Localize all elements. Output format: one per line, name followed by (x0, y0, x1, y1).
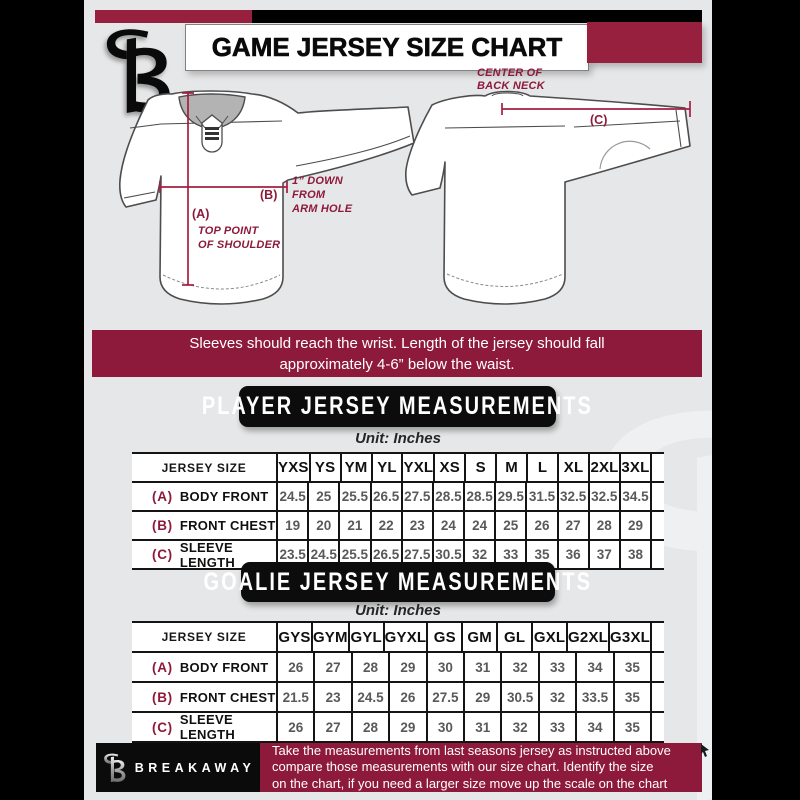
jersey-diagrams (84, 66, 712, 330)
measurement-row-label (132, 713, 276, 741)
size-column-header-label: YXS (278, 459, 309, 476)
size-column-header-label: YXL (403, 459, 434, 476)
size-column-header-label: G2XL (568, 628, 609, 646)
size-column-header (619, 454, 650, 481)
measurement-value: 25 (316, 489, 332, 504)
measurement-value-cell (463, 713, 500, 741)
measurement-value: 28.5 (435, 489, 462, 504)
size-column-header (276, 623, 311, 651)
table-tail (650, 713, 664, 741)
measurement-value-cell (351, 653, 388, 681)
size-column-header (309, 454, 340, 481)
goalie-unit-label: Unit: Inches (355, 602, 441, 619)
measurement-row (132, 481, 664, 510)
size-column-header (311, 623, 348, 651)
front-jersey-diagram (120, 91, 414, 304)
measurement-value: 27 (325, 719, 341, 735)
measurement-value-cell (538, 713, 575, 741)
note-b: 1” DOWN FROM ARM HOLE (292, 175, 353, 215)
measurement-key: (A) (152, 489, 173, 504)
measurement-value-cell (426, 653, 463, 681)
measurement-value-cell (500, 713, 537, 741)
size-column-header (461, 623, 496, 651)
content-area (84, 0, 712, 800)
measurement-value: 26 (400, 689, 416, 705)
top-accent-bar-maroon (95, 10, 252, 23)
measurement-value: 23 (325, 689, 341, 705)
table-tail (650, 623, 664, 651)
measurement-value-cell (588, 541, 619, 568)
measurement-value-cell (276, 713, 313, 741)
measurement-value: 33.5 (581, 689, 609, 705)
size-column-header-label: GYS (278, 628, 311, 646)
measurement-value: 29.5 (497, 489, 524, 504)
table-tail (650, 541, 664, 568)
size-column-header (531, 623, 566, 651)
measurement-value-cell (619, 483, 650, 510)
measurement-value: 21 (347, 518, 363, 533)
measurement-value: 29 (400, 659, 416, 675)
section-title-goalie (203, 562, 593, 602)
measurement-value: 21.5 (282, 689, 309, 705)
page-title: GAME JERSEY SIZE CHART (211, 32, 563, 62)
mouse-cursor (700, 744, 712, 758)
measurement-value-cell (557, 483, 588, 510)
measurement-value-cell (619, 541, 650, 568)
size-column-header-label: GYL (350, 628, 382, 646)
fit-notice-text: Sleeves should reach the wrist. Length of the jersey should fall approximately 4-6” below the waist. (189, 334, 605, 373)
measurement-value-cell (588, 483, 619, 510)
size-column-header-label: YS (314, 459, 336, 476)
measurement-value-cell (432, 512, 463, 539)
measurement-value: 28 (363, 719, 379, 735)
measurement-value: 23 (409, 518, 425, 533)
footer-brand-name: BREAKAWAY (134, 760, 256, 775)
measurement-name: SLEEVE LENGTH (179, 539, 236, 570)
measurement-value: 31 (475, 719, 491, 735)
player-size-table (132, 452, 664, 570)
size-column-header (526, 454, 557, 481)
measurement-value-cell (500, 683, 537, 711)
measurement-value: 27.5 (404, 547, 431, 562)
measurement-value-cell (370, 512, 401, 539)
table-tail (650, 483, 664, 510)
measurement-value: 27.5 (432, 689, 459, 705)
measurement-value-cell (276, 683, 313, 711)
size-column-header-label: YM (344, 459, 368, 476)
fit-notice-banner (92, 330, 702, 377)
measurement-value-cell (426, 683, 463, 711)
size-column-header-label: GXL (533, 628, 566, 646)
measurement-value-cell (463, 683, 500, 711)
back-jersey-diagram (406, 67, 690, 304)
measurement-value-cell (432, 483, 463, 510)
size-column-header-label: GYM (312, 628, 348, 646)
measurement-value: 32 (512, 659, 528, 675)
page-title-box (185, 24, 589, 71)
size-column-header (371, 454, 402, 481)
label-b: (B) (260, 188, 278, 202)
measurement-value-cell (276, 512, 307, 539)
measurement-value: 35 (534, 547, 550, 562)
footer-instructions-box (260, 743, 702, 792)
measurement-value: 35 (624, 659, 640, 675)
measurement-value: 37 (596, 547, 612, 562)
size-column-header (495, 454, 526, 481)
measurement-value-cell (557, 512, 588, 539)
footer-brand-box (96, 743, 260, 792)
measurement-value-cell (370, 483, 401, 510)
measurement-value: 34 (587, 659, 603, 675)
size-column-header-label: S (475, 459, 486, 476)
measurement-key: (B) (152, 689, 173, 705)
back-neck-note: CENTER OF BACK NECK (477, 67, 545, 92)
size-column-header-label: G3XL (610, 628, 651, 646)
measurement-value-cell (276, 653, 313, 681)
measurement-value: 28 (363, 659, 379, 675)
measurement-value-cell (494, 483, 525, 510)
measurement-value-cell (388, 683, 425, 711)
measurement-row (132, 651, 664, 681)
measurement-value-cell (401, 483, 432, 510)
measurement-value-cell (388, 713, 425, 741)
size-column-header-label: GL (504, 628, 526, 646)
measurement-row-label (132, 512, 276, 539)
size-column-header (426, 623, 461, 651)
size-column-header (464, 454, 495, 481)
size-column-header (340, 454, 371, 481)
measurement-value: 24.5 (279, 489, 306, 504)
measurement-value: 34 (587, 719, 603, 735)
measurement-value: 23.5 (279, 547, 306, 562)
measurement-value: 26 (288, 719, 304, 735)
measurement-value: 27.5 (404, 489, 431, 504)
footer-breakaway-logo (101, 751, 127, 784)
section-title-player (202, 386, 593, 427)
size-column-header-label: 2XL (590, 459, 619, 476)
measurement-row-label (132, 483, 276, 510)
measurement-value-cell (575, 653, 612, 681)
measurement-value-cell (276, 483, 307, 510)
measurement-value: 29 (627, 518, 643, 533)
size-column-header (566, 623, 608, 651)
measurement-value-cell (588, 512, 619, 539)
size-column-header (276, 454, 309, 481)
measurement-value-cell (538, 683, 575, 711)
measurement-value: 28 (596, 518, 612, 533)
measurement-value-cell (313, 713, 350, 741)
measurement-value-cell (525, 483, 556, 510)
measurement-name: FRONT CHEST (179, 518, 276, 533)
title-accent-box (587, 22, 702, 63)
measurement-value: 33 (503, 547, 519, 562)
measurement-value: 32.5 (559, 489, 587, 504)
measurement-value: 25.5 (341, 489, 369, 504)
measurement-value-cell (313, 653, 350, 681)
measurement-row-label (132, 683, 276, 711)
measurement-key: (C) (152, 719, 173, 735)
measurement-value: 22 (378, 518, 394, 533)
measurement-value: 30 (437, 659, 453, 675)
measurement-name: SLEEVE LENGTH (179, 712, 236, 742)
size-column-header (588, 454, 619, 481)
measurement-value: 26 (534, 518, 550, 533)
player-unit-label: Unit: Inches (355, 430, 441, 447)
measurement-value: 32 (512, 719, 528, 735)
size-column-header-label: 3XL (621, 459, 650, 476)
measurement-name: FRONT CHEST (179, 689, 276, 705)
measurement-name: BODY FRONT (179, 659, 269, 675)
measurement-value: 24.5 (357, 689, 384, 705)
measurement-value-cell (613, 713, 650, 741)
measurement-value-cell (619, 512, 650, 539)
measurement-value-cell (557, 541, 588, 568)
measurement-value: 32 (472, 547, 488, 562)
size-column-header (496, 623, 531, 651)
size-column-header (608, 623, 650, 651)
measurement-value-cell (351, 683, 388, 711)
measurement-value-cell (401, 512, 432, 539)
measurement-value: 27 (565, 518, 581, 533)
measurement-value: 31 (475, 659, 491, 675)
size-column-header-label: GM (467, 628, 492, 646)
measurement-value: 35 (624, 689, 640, 705)
measurement-value-cell (307, 483, 338, 510)
size-column-header (401, 454, 433, 481)
measurement-value-cell (494, 512, 525, 539)
measurement-value-cell (313, 683, 350, 711)
size-column-header-label: YL (377, 459, 397, 476)
measurement-value: 29 (400, 719, 416, 735)
measurement-value: 33 (550, 719, 566, 735)
measurement-name: BODY FRONT (179, 489, 269, 504)
size-column-header (433, 454, 464, 481)
measurement-value: 20 (316, 518, 332, 533)
jersey-size-corner-cell: JERSEY SIZE (161, 460, 247, 475)
measurement-row (132, 711, 664, 741)
size-column-header-label: GS (433, 628, 456, 646)
table-tail (650, 653, 664, 681)
footer-instructions-text: Take the measurements from last seasons jersey as instructed above compare those measurements with our size chart. Identify the size on the chart, if you need a larger size move up the scale on the chart (272, 743, 671, 791)
measurement-value-cell (613, 683, 650, 711)
measurement-value: 30.5 (507, 689, 534, 705)
measurement-value-cell (338, 483, 369, 510)
size-column-header (383, 623, 427, 651)
goalie-size-table (132, 621, 664, 743)
table-tail (650, 512, 664, 539)
measurement-value: 30.5 (435, 547, 462, 562)
label-c: (C) (590, 113, 608, 127)
player-section-label: PLAYER JERSEY MEASUREMENTS (202, 392, 593, 420)
measurement-value: 34.5 (622, 489, 649, 504)
size-column-header-label: L (537, 459, 548, 476)
measurement-value: 19 (285, 518, 301, 533)
table-tail (650, 454, 664, 481)
table-tail (650, 683, 664, 711)
measurement-row (132, 681, 664, 711)
size-column-header-label: XL (563, 459, 584, 476)
measurement-value: 38 (627, 547, 643, 562)
measurement-value-cell (463, 483, 494, 510)
measurement-value: 25.5 (341, 547, 369, 562)
measurement-value: 26 (288, 659, 304, 675)
measurement-value: 30 (437, 719, 453, 735)
size-column-header (348, 623, 383, 651)
size-column-header-label: GYXL (384, 628, 427, 646)
measurement-value: 26.5 (372, 547, 400, 562)
size-table-header-row (132, 452, 664, 481)
measurement-value-cell (575, 683, 612, 711)
measurement-key: (B) (152, 518, 173, 533)
measurement-row-label (132, 653, 276, 681)
measurement-key: (C) (152, 547, 173, 562)
measurement-value: 24 (472, 518, 488, 533)
measurement-value-cell (575, 713, 612, 741)
size-column-header-label: M (505, 459, 518, 476)
measurement-value: 31.5 (528, 489, 556, 504)
measurement-value-cell (307, 512, 338, 539)
measurement-value-cell (388, 653, 425, 681)
measurement-key: (A) (152, 659, 173, 675)
measurement-value: 25 (503, 518, 519, 533)
size-column-header-label: XS (439, 459, 460, 476)
size-column-header (557, 454, 588, 481)
measurement-row (132, 510, 664, 539)
measurement-value: 35 (624, 719, 640, 735)
measurement-value-cell (613, 653, 650, 681)
measurement-value-cell (463, 653, 500, 681)
measurement-value-cell (525, 512, 556, 539)
note-a: TOP POINT OF SHOULDER (198, 225, 281, 251)
measurement-value-cell (500, 653, 537, 681)
measurement-value: 29 (475, 689, 491, 705)
measurement-value: 36 (565, 547, 581, 562)
measurement-value: 32 (550, 689, 566, 705)
measurement-value-cell (338, 512, 369, 539)
label-a: (A) (192, 207, 210, 221)
measurement-value: 33 (550, 659, 566, 675)
measurement-value: 24.5 (310, 547, 337, 562)
measurement-value: 24 (440, 518, 456, 533)
measurement-value-cell (351, 713, 388, 741)
goalie-section-label: GOALIE JERSEY MEASUREMENTS (203, 567, 593, 596)
measurement-value: 26.5 (372, 489, 400, 504)
measurement-value: 32.5 (591, 489, 618, 504)
measurement-value-cell (538, 653, 575, 681)
measurement-value-cell (426, 713, 463, 741)
measurement-value-cell (463, 512, 494, 539)
jersey-size-corner-cell: JERSEY SIZE (161, 630, 247, 644)
measurement-value: 27 (325, 659, 341, 675)
measurement-value: 28.5 (466, 489, 493, 504)
size-table-header-row (132, 621, 664, 651)
